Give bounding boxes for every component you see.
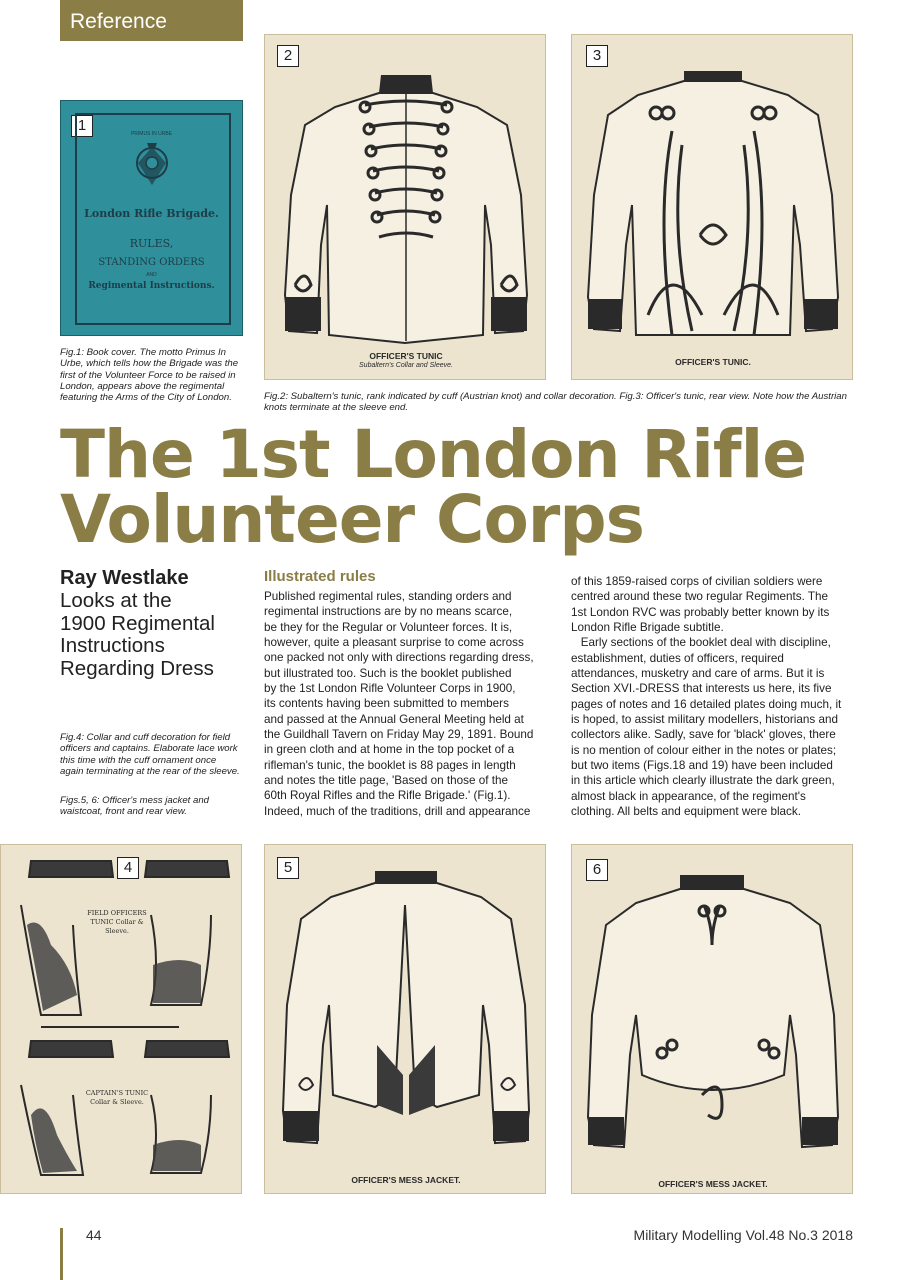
body-line: is no mention of colour either in the notes or plates;	[571, 743, 837, 757]
standfirst-line: 1900 Regimental	[60, 611, 215, 635]
section-tab: Reference	[60, 0, 243, 41]
mess-jacket-rear-drawing	[572, 845, 853, 1194]
body-line: is hoped, to assist military modellers, historians and	[571, 713, 838, 727]
figure-number: 6	[586, 859, 608, 881]
body-line: but two items (Figs.18 and 19) have been included	[571, 759, 833, 773]
body-line: in green cloth and at home in the top pocket of a	[264, 743, 515, 757]
body-line: one packed not only with directions regarding dress,	[264, 651, 534, 665]
body-line: Early sections of the booklet deal with discipline,	[571, 636, 831, 650]
body-line: collectors alike. Sadly, save for 'black' gloves, there	[571, 728, 836, 742]
standfirst	[60, 590, 260, 680]
body-line: 60th Royal Rifles and the Rifle Brigade.' (Fig.1).	[264, 789, 511, 803]
standfirst-line: Regarding Dress	[60, 656, 214, 680]
body-line: almost black in appearance, of the regiment's	[571, 789, 806, 803]
plate-label: OFFICER'S MESS JACKET.	[658, 1179, 768, 1189]
crest-icon	[133, 141, 171, 191]
magazine-issue: Military Modelling Vol.48 No.3 2018	[633, 1227, 853, 1243]
body-column-2	[571, 574, 861, 820]
body-line: in this article which clearly illustrate the dark green,	[571, 774, 835, 788]
body-line: of this 1859-raised corps of civilian soldiers were	[571, 575, 823, 588]
subheading: Illustrated rules	[264, 568, 376, 585]
body-line: but illustrated too. Such is the booklet published	[264, 666, 512, 680]
standfirst-line: Instructions	[60, 634, 165, 658]
book-title: London Rifle Brigade.	[84, 207, 219, 220]
caption-fig4: Fig.4: Collar and cuff decoration for field officers and captains. Elaborate lace work this time with the cuff ornament once again terminating at the rear of the sleeve.	[60, 732, 240, 777]
collar-cuff-drawing	[1, 845, 242, 1194]
figure-number: 4	[117, 857, 139, 879]
standfirst-line: Looks at the	[60, 589, 172, 612]
body-line: regimental instructions are by no means scarce,	[264, 605, 513, 619]
figure-2-officers-tunic	[264, 34, 546, 380]
figure-number: 5	[277, 857, 299, 879]
body-line: Published regimental rules, standing orders and	[264, 590, 512, 603]
book-motto: PRIMUS IN URBE	[130, 131, 173, 137]
figure-number: 2	[277, 45, 299, 67]
mess-jacket-front-drawing	[265, 845, 546, 1194]
body-line: establishment, duties of officers, required	[571, 651, 784, 665]
plate-sublabel: Subaltern's Collar and Sleeve.	[359, 362, 453, 369]
plate-label: OFFICER'S TUNIC	[369, 351, 443, 361]
book-line-2: STANDING ORDERS	[98, 257, 205, 268]
article-title-line-1: The 1st London Rifle	[60, 416, 806, 493]
body-line: centred around these two regular Regiments. The	[571, 590, 829, 604]
book-line-4: Regimental Instructions.	[88, 281, 215, 291]
caption-fig5-6: Figs.5, 6: Officer's mess jacket and waistcoat, front and rear view.	[60, 795, 209, 818]
footer-rule	[60, 1228, 63, 1280]
body-line: London Rifle Brigade subtitle.	[571, 621, 724, 635]
body-line: and notes the title page, 'Based on those of the	[264, 774, 508, 788]
body-line: Section XVI.-DRESS that interests us here, its five	[571, 682, 832, 696]
body-line: Indeed, much of the traditions, drill and appearance	[264, 804, 531, 818]
body-line: attendances, musketry and care of arms. But it is	[571, 667, 825, 681]
body-line: by the 1st London Rifle Volunteer Corps in 1900,	[264, 682, 516, 696]
body-line: and passed at the Annual General Meeting held at	[264, 712, 524, 726]
caption-fig1: Fig.1: Book cover. The motto Primus In Urbe, which tells how the Brigade was the first of the Volunteer Force to be raised in London, appears above the regimental featuring the Arms of the City of London.	[60, 347, 239, 404]
figure-4-collar-cuff	[0, 844, 242, 1194]
figure-3-officers-tunic-rear	[571, 34, 853, 380]
body-line: pages of notes and 16 detailed plates doing much, it	[571, 697, 842, 711]
body-line: rifleman's tunic, the booklet is 88 pages in length	[264, 758, 516, 772]
body-line: clothing. All belts and equipment were black.	[571, 805, 801, 819]
tunic-front-drawing	[265, 35, 546, 380]
plate-label: OFFICER'S MESS JACKET.	[351, 1175, 461, 1185]
figure-number: 3	[586, 45, 608, 67]
plate-label-field-officers: FIELD OFFICERS TUNIC Collar & Sleeve.	[87, 909, 147, 935]
body-line: however, quite a pleasant surprise to come across	[264, 636, 524, 650]
book-line-3: AND	[146, 272, 157, 278]
plate-label-captains: CAPTAIN'S TUNIC Collar & Sleeve.	[85, 1089, 149, 1106]
caption-fig2-3: Fig.2: Subaltern's tunic, rank indicated by cuff (Austrian knot) and collar decoration. Fig.3: Officer's tunic, rear view. Note how the Austrian knots terminate at the sleeve end.	[264, 391, 847, 414]
figure-5-mess-jacket-front	[264, 844, 546, 1194]
figure-number: 1	[71, 115, 93, 137]
body-line: 1st London RVC was probably better known by its	[571, 605, 830, 619]
book-line-1: RULES,	[129, 237, 174, 250]
body-line: be they for the Regular or Volunteer forces. It is,	[264, 620, 513, 634]
plate-label: OFFICER'S TUNIC.	[675, 357, 751, 367]
tunic-rear-drawing	[572, 35, 853, 380]
author-name: Ray Westlake	[60, 567, 189, 589]
figure-1-book-cover	[60, 100, 243, 336]
body-line: the Guildhall Tavern on Friday May 29, 1891. Bound	[264, 728, 534, 742]
body-line: its contents having been submitted to members	[264, 697, 509, 711]
body-column-1	[264, 589, 554, 819]
article-title-line-2: Volunteer Corps	[60, 481, 644, 558]
figure-6-mess-jacket-rear	[571, 844, 853, 1194]
page-number: 44	[86, 1227, 102, 1243]
